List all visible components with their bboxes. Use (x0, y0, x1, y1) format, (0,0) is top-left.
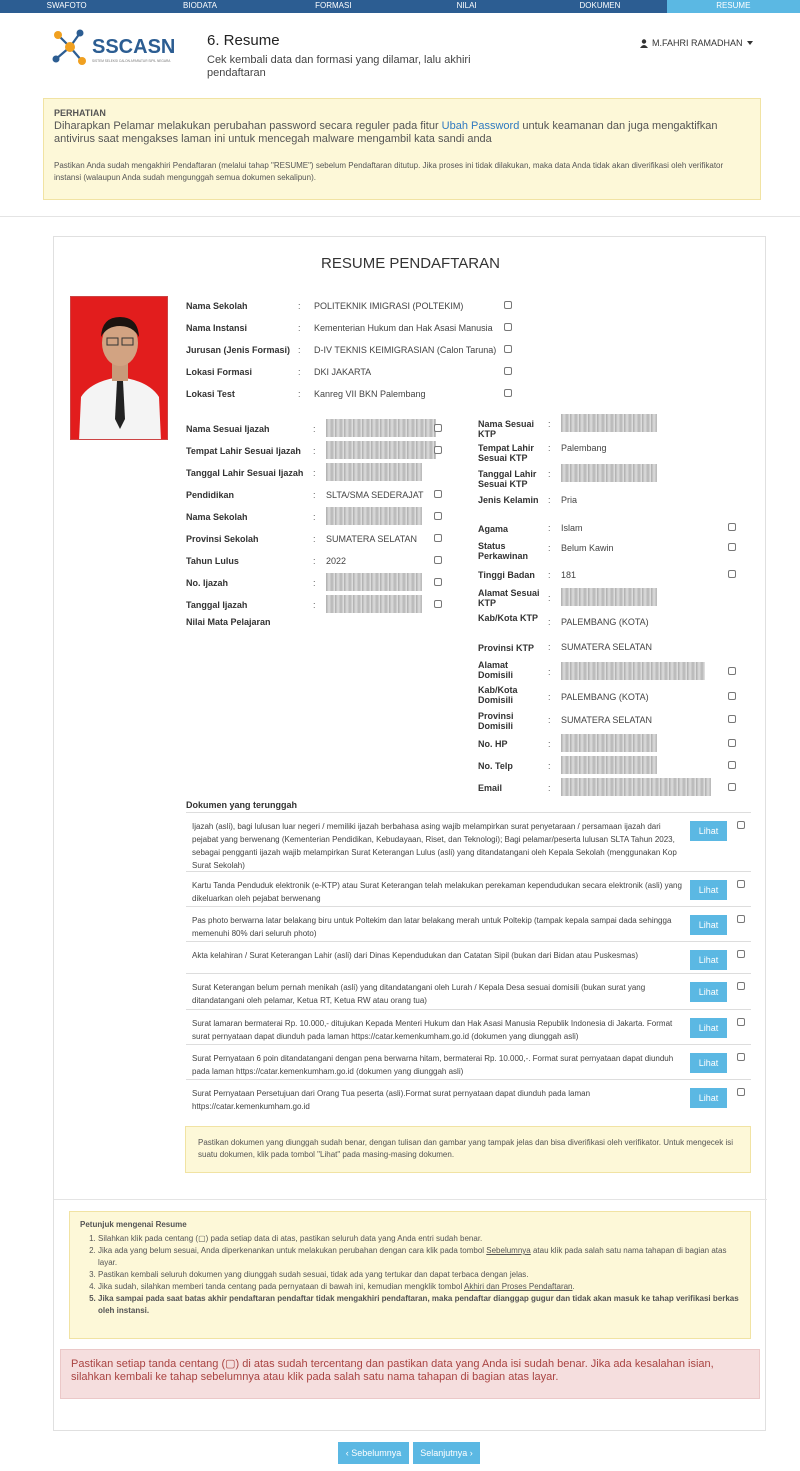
user-name: M.FAHRI RAMADHAN (652, 38, 743, 48)
view-document-button[interactable]: Lihat (690, 1088, 727, 1108)
field-value: Belum Kawin (561, 543, 614, 553)
change-password-link[interactable]: Ubah Password (441, 120, 520, 132)
verify-checkbox[interactable] (737, 950, 745, 958)
attention-title: PERHATIAN (54, 108, 106, 118)
document-row (186, 1044, 751, 1079)
tab-nilai[interactable]: NILAI (456, 1, 477, 10)
field-label: No. Telp (478, 761, 513, 771)
field-value: SUMATERA SELATAN (561, 642, 653, 652)
field-label: Lokasi Formasi (186, 367, 253, 377)
redacted-value (561, 662, 705, 680)
page-title: 6. Resume (207, 32, 280, 49)
sscasn-logo (48, 25, 188, 73)
verify-checkbox[interactable] (434, 512, 442, 520)
field-colon: : (548, 739, 551, 749)
field-colon: : (548, 570, 551, 580)
field-colon: : (548, 617, 551, 627)
field-colon: : (548, 443, 551, 453)
field-label: Nama Sekolah (186, 301, 248, 311)
verify-checkbox[interactable] (737, 1018, 745, 1026)
documents-heading: Dokumen yang terunggah (186, 800, 298, 810)
document-row (186, 1079, 751, 1115)
field-value: Palembang (561, 443, 607, 453)
verify-checkbox[interactable] (728, 739, 736, 747)
field-label: No. Ijazah (186, 578, 229, 588)
prev-step-link[interactable]: Sebelumnya (486, 1246, 531, 1255)
finish-registration-link[interactable]: Akhiri dan Proses Pendaftaran (464, 1282, 573, 1291)
document-description: Pas photo berwarna latar belakang biru untuk Poltekim dan latar belakang merah untuk Poltekip (tampak kepala sampai dada sehingga memenuhi 80% dari seluruh photo) (192, 916, 672, 938)
field-value: PALEMBANG (KOTA) (561, 692, 649, 702)
verify-checkbox[interactable] (737, 1053, 745, 1061)
field-colon: : (548, 783, 551, 793)
field-value: POLITEKNIK IMIGRASI (POLTEKIM) (314, 301, 464, 311)
verify-checkbox[interactable] (737, 982, 745, 990)
verify-checkbox[interactable] (728, 667, 736, 675)
field-label: No. HP (478, 739, 508, 749)
warning-alert: Pastikan setiap tanda centang (▢) di atas sudah tercentang dan pastikan data yang Anda isi sudah benar. Jika ada kesalahan isian, silahkan kembali ke tahap sebelumnya atau klik pada salah satu nama tahapan di bagian atas layar. (60, 1349, 760, 1399)
resume-title: RESUME PENDAFTARAN (321, 255, 500, 272)
field-label: Tinggi Badan (478, 570, 535, 580)
user-icon (640, 39, 648, 48)
redacted-value (326, 507, 422, 525)
verify-checkbox[interactable] (434, 578, 442, 586)
field-label: Lokasi Test (186, 389, 235, 399)
field-colon: : (548, 593, 551, 603)
redacted-value (326, 573, 422, 591)
redacted-value (561, 778, 711, 796)
field-value: Pria (561, 495, 578, 505)
field-label: Alamat Sesuai KTP (478, 588, 540, 608)
field-value: SUMATERA SELATAN (561, 715, 653, 725)
verify-checkbox[interactable] (434, 556, 442, 564)
field-colon: : (548, 419, 551, 429)
redacted-value (561, 414, 657, 432)
field-colon: : (298, 345, 301, 355)
tab-formasi[interactable]: FORMASI (315, 1, 352, 10)
previous-button[interactable]: ‹ Sebelumnya (338, 1442, 409, 1464)
sscasn-logo-mark (48, 25, 188, 73)
field-colon: : (313, 600, 316, 610)
verify-checkbox[interactable] (434, 534, 442, 542)
verify-checkbox[interactable] (434, 490, 442, 498)
field-colon: : (313, 468, 316, 478)
field-value: D-IV TEKNIS KEIMIGRASIAN (Calon Taruna) (314, 345, 497, 355)
next-button[interactable]: Selanjutnya › (413, 1442, 480, 1464)
field-colon: : (548, 667, 551, 677)
document-row (186, 812, 751, 871)
view-document-button[interactable]: Lihat (690, 880, 727, 900)
document-description: Surat Pernyataan 6 poin ditandatangani dengan pena berwarna hitam, bermaterai Rp. 10.000,-. Format surat pernyataan dapat diunduh pada laman https://catar.kemenkumham.go.id (dokumen yang diunggah asli) (192, 1054, 674, 1076)
instruction-item: 5. Jika sampai pada saat batas akhir pendaftaran pendaftar tidak mengakhiri pendaftaran, maka pendaftar dianggap gugur dan tidak akan masuk ke tahap verifikasi berkas oleh instansi. (98, 1293, 740, 1317)
tab-resume[interactable]: RESUME (667, 0, 800, 13)
verify-checkbox[interactable] (504, 367, 512, 375)
divider (0, 216, 800, 217)
field-value: 2022 (326, 556, 347, 566)
logo-text: SSCASN (92, 36, 176, 58)
field-colon: : (548, 469, 551, 479)
field-colon: : (548, 543, 551, 553)
logo-tagline: SISTEM SELEKSI CALON APARATUR SIPIL NEGARA (92, 59, 171, 63)
page-subtitle: Cek kembali data dan formasi yang dilamar, lalu akhiri pendaftaran (207, 54, 471, 79)
field-value: Kementerian Hukum dan Hak Asasi Manusia (314, 323, 493, 333)
document-description: Kartu Tanda Penduduk elektronik (e-KTP) atau Surat Keterangan telah melakukan perekaman kependudukan secara elektronik (asli) yang dikeluarkan oleh pejabat berwenang (192, 881, 682, 903)
field-label: Nama Instansi (186, 323, 248, 333)
redacted-value (326, 419, 436, 437)
documents-note: Pastikan dokumen yang diunggah sudah benar, dengan tulisan dan gambar yang tampak jelas dan bisa diverifikasi oleh verifikator. Untuk mengecek isi suatu dokumen, klik pada tombol "Lihat" pada masing-masing dokumen. (185, 1126, 751, 1173)
view-document-button[interactable]: Lihat (690, 982, 727, 1002)
document-row (186, 871, 751, 906)
field-label: Alamat Domisili (478, 660, 514, 680)
view-document-button[interactable]: Lihat (690, 950, 727, 970)
field-colon: : (548, 692, 551, 702)
view-document-button[interactable]: Lihat (690, 915, 727, 935)
verify-checkbox[interactable] (728, 543, 736, 551)
instruction-item: 2. Jika ada yang belum sesuai, Anda diperkenankan untuk melakukan perubahan dengan cara klik pada tombol Sebelumnya atau klik pada salah satu nama tahapan di bagian atas layar. (98, 1245, 740, 1269)
document-description: Ijazah (asli), bagi lulusan luar negeri / memiliki ijazah berbahasa asing wajib melampirkan surat penyetaraan / persamaan ijazah dari pejabat yang berwenang (Kementerian Pendidikan, Kebudayaan, Riset, dan Teknologi); Bagi pelamar/peserta lulusan SLTA Tahun 2023, sebagai pengganti ijazah wajib melampirkan Surat Keterangan Lulus (asli) yang ditandatangani oleh Kepala Sekolah (menggunakan Kop Surat Sekolah) (192, 822, 677, 870)
verify-checkbox[interactable] (434, 446, 442, 454)
verify-checkbox[interactable] (737, 1088, 745, 1096)
field-label: Tempat Lahir Sesuai KTP (478, 443, 534, 463)
field-value: DKI JAKARTA (314, 367, 372, 377)
view-document-button[interactable]: Lihat (690, 1018, 727, 1038)
redacted-value (561, 464, 657, 482)
verify-checkbox[interactable] (728, 783, 736, 791)
field-value: Islam (561, 523, 583, 533)
document-row (186, 906, 751, 941)
tab-dokumen[interactable]: DOKUMEN (579, 1, 621, 10)
field-colon: : (313, 556, 316, 566)
verify-checkbox[interactable] (434, 600, 442, 608)
field-label: Status Perkawinan (478, 541, 529, 561)
field-label: Nama Sekolah (186, 512, 248, 522)
document-description: Surat Keterangan belum pernah menikah (asli) yang ditandatangani oleh Lurah / Kepala Desa sesuai domisili (bukan surat yang ditandatangani oleh pelamar, Ketua RT, Ketua RW atau orang tua) (192, 983, 646, 1005)
redacted-value (561, 756, 657, 774)
field-colon: : (548, 523, 551, 533)
instruction-item: 3. Pastikan kembali seluruh dokumen yang diunggah sudah sesuai, tidak ada yang tertukar dan dapat terbaca dengan jelas. (98, 1269, 740, 1281)
field-label: Tanggal Lahir Sesuai KTP (478, 469, 537, 489)
document-description: Surat Pernyataan Persetujuan dari Orang Tua peserta (asli).Format surat pernyataan dapat diunduh pada laman https://catar.kemenkumham.go.id (192, 1089, 591, 1111)
field-colon: : (548, 715, 551, 725)
verify-checkbox[interactable] (504, 389, 512, 397)
field-label: Tempat Lahir Sesuai Ijazah (186, 446, 301, 456)
field-value: 181 (561, 570, 577, 580)
field-colon: : (298, 301, 301, 311)
field-colon: : (313, 424, 316, 434)
user-menu[interactable] (640, 38, 753, 48)
view-document-button[interactable]: Lihat (690, 1053, 727, 1073)
field-colon: : (313, 512, 316, 522)
instruction-item: 1. Silahkan klik pada centang (▢) pada setiap data di atas, pastikan seluruh data yang Anda entri sudah benar. (98, 1233, 740, 1245)
field-colon: : (298, 367, 301, 377)
divider (54, 1199, 767, 1200)
redacted-value (561, 588, 657, 606)
field-label: Tanggal Ijazah (186, 600, 248, 610)
field-colon: : (313, 446, 316, 456)
step-nav (0, 0, 800, 13)
document-row (186, 973, 751, 1009)
field-label: Jurusan (Jenis Formasi) (186, 345, 291, 355)
chevron-down-icon (747, 41, 753, 45)
redacted-value (561, 734, 657, 752)
field-value: Kanreg VII BKN Palembang (314, 389, 426, 399)
verify-checkbox[interactable] (434, 424, 442, 432)
verify-checkbox[interactable] (737, 821, 745, 829)
document-row (186, 941, 751, 973)
field-label: Provinsi Domisili (478, 711, 514, 731)
field-colon: : (313, 490, 316, 500)
field-label: Nilai Mata Pelajaran (186, 617, 271, 627)
field-label: Tahun Lulus (186, 556, 239, 566)
document-description: Akta kelahiran / Surat Keterangan Lahir (asli) dari Dinas Kependudukan dan Catatan Sipil (bukan dari Bidan atau Puskesmas) (192, 951, 639, 960)
field-label: Email (478, 783, 503, 793)
verify-checkbox[interactable] (504, 345, 512, 353)
verify-checkbox[interactable] (504, 323, 512, 331)
field-colon: : (298, 323, 301, 333)
tab-swafoto[interactable]: SWAFOTO (46, 1, 87, 10)
document-row (186, 1009, 751, 1044)
field-colon: : (548, 642, 551, 652)
field-label: Jenis Kelamin (478, 495, 539, 505)
field-label: Kab/Kota KTP (478, 613, 539, 623)
field-label: Agama (478, 524, 509, 534)
redacted-value (326, 595, 422, 613)
applicant-photo (70, 296, 168, 440)
view-document-button[interactable]: Lihat (690, 821, 727, 841)
attention-body: Diharapkan Pelamar melakukan perubahan password secara reguler pada fitur Ubah Password untuk keamanan dan juga mengaktifkan antivirus saat mengakses laman ini untuk mencegah malware mengambil kata sandi anda (54, 120, 718, 145)
instructions-title: Petunjuk mengenai Resume (80, 1220, 187, 1229)
field-colon: : (548, 761, 551, 771)
tab-biodata[interactable]: BIODATA (183, 1, 217, 10)
field-label: Pendidikan (186, 490, 235, 500)
field-colon: : (313, 534, 316, 544)
instruction-item: 4. Jika sudah, silahkan memberi tanda centang pada pernyataan di bawah ini, kemudian mengklik tombol Akhiri dan Proses Pendaftaran. (98, 1281, 740, 1293)
field-value: SUMATERA SELATAN (326, 534, 418, 544)
field-colon: : (298, 389, 301, 399)
attention-alert (43, 98, 761, 200)
applicant-photo-image (71, 297, 168, 440)
verify-checkbox[interactable] (504, 301, 512, 309)
field-label: Provinsi KTP (478, 643, 535, 653)
attention-note: Pastikan Anda sudah mengakhiri Pendaftaran (melalui tahap "RESUME") sebelum Pendaftaran ditutup. Jika proses ini tidak dilakukan, maka data Anda tidak akan diverifikasi oleh verifikator instansi (walaupun Anda sudah mengunggah semua dokumen sekalipun). (54, 161, 724, 182)
verify-checkbox[interactable] (728, 715, 736, 723)
verify-checkbox[interactable] (728, 570, 736, 578)
field-colon: : (548, 495, 551, 505)
field-label: Nama Sesuai KTP (478, 419, 535, 439)
verify-checkbox[interactable] (728, 761, 736, 769)
instructions-box (69, 1211, 751, 1339)
document-description: Surat lamaran bermaterai Rp. 10.000,- ditujukan Kepada Menteri Hukum dan Hak Asasi Manusia Republik Indonesia di Jakarta. Format surat pernyataan dapat diunduh pada laman https://catar.kemenkumham.go.id (dokumen yang diunggah asli) (192, 1019, 673, 1041)
field-label: Nama Sesuai Ijazah (186, 424, 270, 434)
field-label: Tanggal Lahir Sesuai Ijazah (186, 468, 304, 478)
field-colon: : (313, 578, 316, 588)
verify-checkbox[interactable] (737, 915, 745, 923)
field-label: Kab/Kota Domisili (478, 685, 518, 705)
redacted-value (326, 441, 436, 459)
verify-checkbox[interactable] (737, 880, 745, 888)
instructions-list (98, 1233, 740, 1317)
field-value: SLTA/SMA SEDERAJAT (326, 490, 424, 500)
redacted-value (326, 463, 422, 481)
verify-checkbox[interactable] (728, 523, 736, 531)
field-label: Provinsi Sekolah (186, 534, 259, 544)
verify-checkbox[interactable] (728, 692, 736, 700)
resume-card (53, 236, 766, 1431)
field-value: PALEMBANG (KOTA) (561, 617, 649, 627)
